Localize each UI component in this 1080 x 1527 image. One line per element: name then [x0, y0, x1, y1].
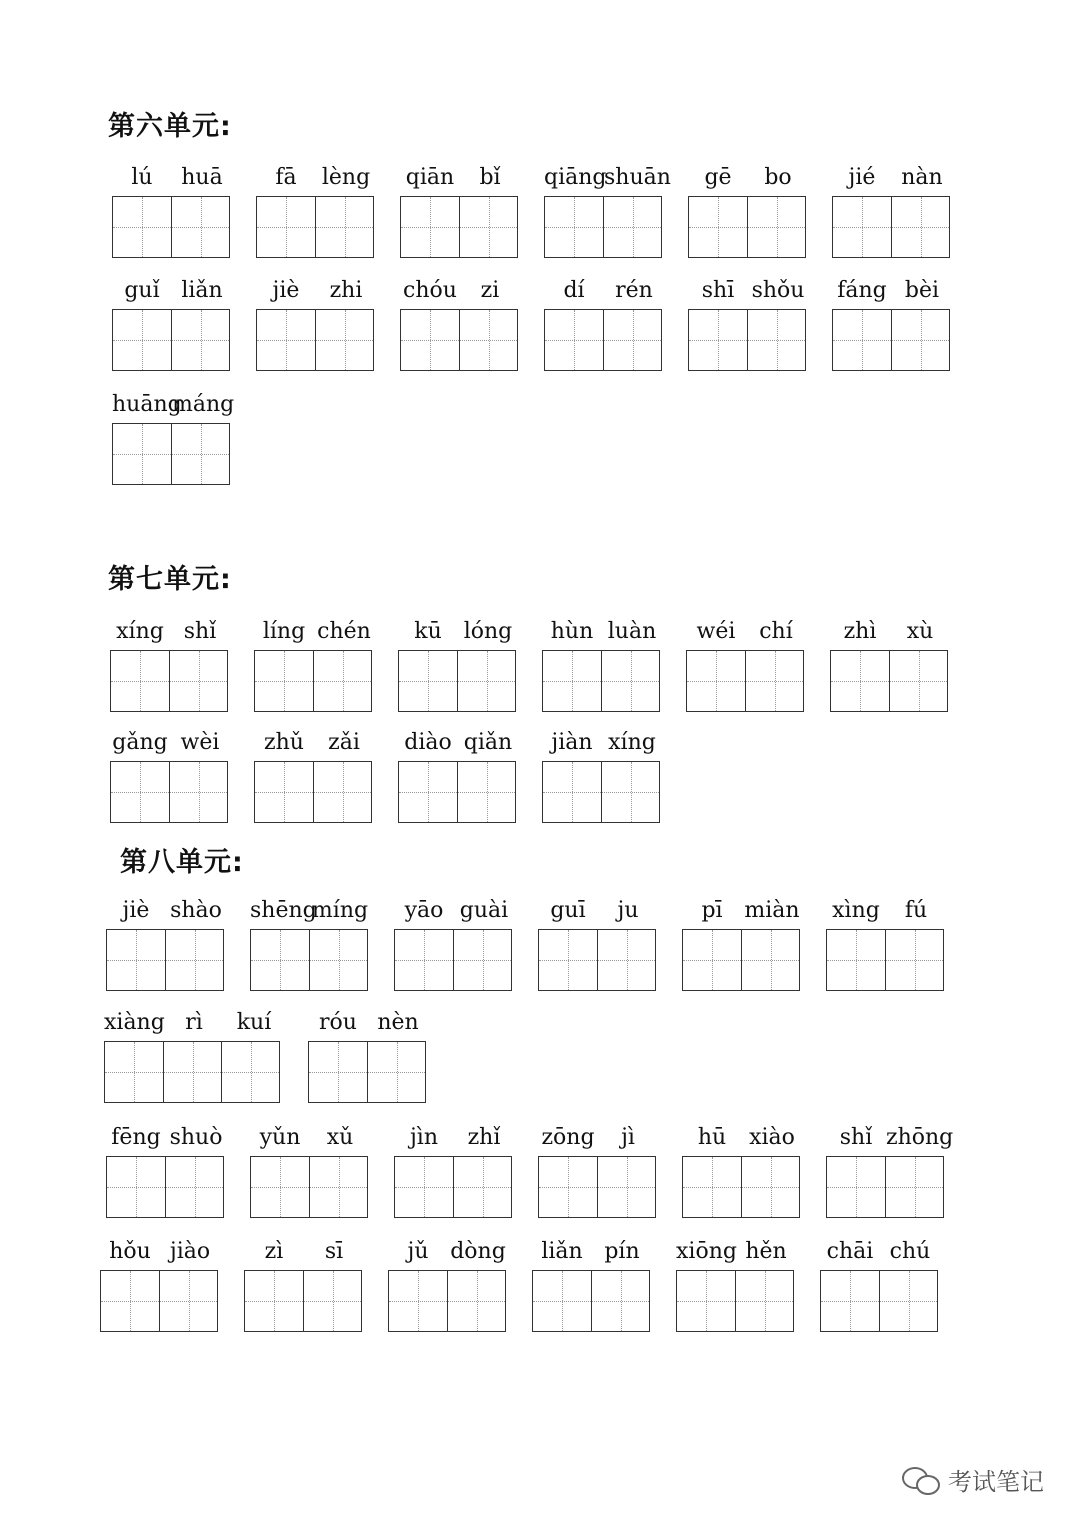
writing-grid — [250, 929, 368, 991]
tianzige-cell[interactable] — [169, 651, 227, 711]
writing-grid — [542, 761, 660, 823]
word-entry — [820, 1239, 938, 1332]
pinyin-syllable: gǎng — [112, 730, 168, 755]
pinyin-syllable: guī — [550, 898, 586, 923]
tianzige-cell[interactable] — [255, 762, 313, 822]
word-entry — [106, 898, 224, 991]
pinyin-row — [826, 898, 1004, 923]
tianzige-cell[interactable] — [309, 1157, 367, 1217]
pinyin-syllable: lóng — [463, 619, 513, 644]
word-entry — [832, 165, 950, 258]
pinyin-syllable: ju — [617, 898, 639, 923]
tianzige-cell[interactable] — [251, 1157, 309, 1217]
writing-grid — [832, 309, 950, 371]
writing-grid — [256, 309, 374, 371]
tianzige-cell[interactable] — [879, 1271, 937, 1331]
pinyin-syllable: xíng — [608, 730, 656, 755]
tianzige-cell[interactable] — [735, 1271, 793, 1331]
pinyin-syllable: zhǔ — [264, 730, 304, 755]
pinyin-syllable: hǒu — [109, 1239, 151, 1264]
writing-grid — [676, 1270, 794, 1332]
pinyin-row — [826, 1125, 1004, 1150]
word-entry — [112, 165, 230, 258]
tianzige-cell[interactable] — [113, 310, 171, 370]
pinyin-syllable: dí — [563, 278, 585, 303]
tianzige-cell[interactable] — [257, 197, 315, 257]
pinyin-syllable: jié — [848, 165, 876, 190]
word-entry — [394, 898, 512, 991]
writing-grid — [112, 423, 230, 485]
tianzige-cell[interactable] — [401, 310, 459, 370]
pinyin-syllable: sī — [324, 1239, 344, 1264]
tianzige-cell[interactable] — [453, 930, 511, 990]
pinyin-syllable: jǔ — [407, 1239, 429, 1264]
word-entry — [398, 619, 516, 712]
pinyin-syllable: líng — [262, 619, 306, 644]
tianzige-cell[interactable] — [677, 1271, 735, 1331]
pinyin-syllable: xiōng — [676, 1239, 737, 1264]
word-entry — [686, 619, 804, 712]
watermark — [902, 1462, 1044, 1497]
tianzige-cell[interactable] — [683, 1157, 741, 1217]
writing-grid — [110, 650, 228, 712]
writing-grid — [688, 309, 806, 371]
pinyin-syllable: liǎn — [541, 1239, 583, 1264]
pinyin-syllable: jì — [621, 1125, 635, 1150]
tianzige-cell[interactable] — [113, 197, 171, 257]
word-entry — [682, 1125, 800, 1218]
pinyin-syllable: yāo — [404, 898, 444, 923]
writing-grid — [394, 1156, 512, 1218]
word-entry — [538, 1125, 656, 1218]
tianzige-cell[interactable] — [257, 310, 315, 370]
pinyin-syllable: chāi — [826, 1239, 874, 1264]
writing-grid — [832, 196, 950, 258]
word-entry — [112, 278, 230, 371]
pinyin-syllable: bo — [764, 165, 792, 190]
writing-grid — [388, 1270, 506, 1332]
tianzige-cell[interactable] — [545, 310, 603, 370]
pinyin-syllable: chén — [317, 619, 371, 644]
word-entry — [110, 619, 228, 712]
tianzige-cell[interactable] — [401, 197, 459, 257]
tianzige-cell[interactable] — [603, 310, 661, 370]
tianzige-cell[interactable] — [255, 651, 313, 711]
tianzige-cell[interactable] — [741, 930, 799, 990]
tianzige-cell[interactable] — [165, 1157, 223, 1217]
tianzige-cell[interactable] — [543, 762, 601, 822]
pinyin-syllable: hū — [697, 1125, 727, 1150]
tianzige-cell[interactable] — [597, 1157, 655, 1217]
pinyin-syllable: qiāng — [544, 165, 607, 190]
writing-grid — [398, 650, 516, 712]
pinyin-syllable: miàn — [744, 898, 800, 923]
tianzige-cell[interactable] — [163, 1042, 221, 1102]
pinyin-syllable: rén — [615, 278, 653, 303]
tianzige-cell[interactable] — [107, 930, 165, 990]
tianzige-cell[interactable] — [315, 310, 373, 370]
pinyin-syllable: bèi — [904, 278, 940, 303]
writing-grid — [106, 929, 224, 991]
pinyin-row — [832, 278, 1010, 303]
tianzige-cell[interactable] — [885, 930, 943, 990]
word-entry — [398, 730, 516, 823]
writing-grid — [110, 761, 228, 823]
tianzige-cell[interactable] — [111, 762, 169, 822]
tianzige-cell[interactable] — [399, 762, 457, 822]
writing-grid — [112, 196, 230, 258]
word-entry — [244, 1239, 362, 1332]
tianzige-cell[interactable] — [221, 1042, 279, 1102]
pinyin-syllable: shuān — [604, 165, 671, 190]
pinyin-syllable: huā — [181, 165, 223, 190]
word-entry — [832, 278, 950, 371]
writing-grid — [682, 929, 800, 991]
tianzige-cell[interactable] — [459, 310, 517, 370]
tianzige-cell[interactable] — [303, 1271, 361, 1331]
writing-grid — [538, 1156, 656, 1218]
writing-grid — [542, 650, 660, 712]
pinyin-syllable: gē — [704, 165, 732, 190]
word-entry — [250, 898, 369, 991]
tianzige-cell[interactable] — [683, 930, 741, 990]
tianzige-cell[interactable] — [457, 651, 515, 711]
pinyin-syllable: jiè — [272, 278, 300, 303]
tianzige-cell[interactable] — [539, 1157, 597, 1217]
writing-grid — [254, 761, 372, 823]
pinyin-syllable: jiàn — [551, 730, 593, 755]
pinyin-row — [112, 392, 290, 417]
writing-grid — [394, 929, 512, 991]
tianzige-cell[interactable] — [833, 197, 891, 257]
word-entry — [830, 619, 948, 712]
tianzige-cell[interactable] — [395, 930, 453, 990]
tianzige-cell[interactable] — [101, 1271, 159, 1331]
tianzige-cell[interactable] — [889, 651, 947, 711]
pinyin-syllable: zi — [480, 278, 500, 303]
tianzige-cell[interactable] — [533, 1271, 591, 1331]
pinyin-syllable: zǎi — [328, 730, 360, 755]
tianzige-cell[interactable] — [111, 651, 169, 711]
word-entry — [254, 619, 372, 712]
pinyin-syllable: shào — [170, 898, 222, 923]
pinyin-syllable: hěn — [745, 1239, 787, 1264]
tianzige-cell[interactable] — [689, 310, 747, 370]
pinyin-syllable: fā — [275, 165, 297, 190]
word-entry — [400, 278, 518, 371]
pinyin-syllable: lú — [131, 165, 153, 190]
word-entry — [532, 1239, 650, 1332]
pinyin-syllable: zhi — [329, 278, 363, 303]
pinyin-row — [820, 1239, 998, 1264]
pinyin-syllable: fú — [904, 898, 928, 923]
tianzige-cell[interactable] — [457, 762, 515, 822]
pinyin-syllable: qiǎn — [463, 730, 513, 755]
pinyin-syllable: kū — [414, 619, 442, 644]
tianzige-cell[interactable] — [545, 197, 603, 257]
word-entry — [106, 1125, 224, 1218]
pinyin-syllable: xìng — [832, 898, 880, 923]
tianzige-cell[interactable] — [313, 651, 371, 711]
word-entry — [256, 165, 374, 258]
tianzige-cell[interactable] — [159, 1271, 217, 1331]
pinyin-syllable: guǐ — [124, 278, 160, 303]
tianzige-cell[interactable] — [891, 310, 949, 370]
tianzige-cell[interactable] — [389, 1271, 447, 1331]
pinyin-syllable: rì — [185, 1010, 203, 1035]
tianzige-cell[interactable] — [171, 310, 229, 370]
tianzige-cell[interactable] — [107, 1157, 165, 1217]
word-entry — [542, 619, 660, 712]
word-entry — [542, 730, 660, 823]
pinyin-syllable: máng — [172, 392, 235, 417]
tianzige-cell[interactable] — [741, 1157, 799, 1217]
pinyin-syllable: wèi — [180, 730, 220, 755]
pinyin-syllable: zhǐ — [467, 1125, 501, 1150]
writing-grid — [826, 1156, 944, 1218]
tianzige-cell[interactable] — [747, 197, 805, 257]
wechat-icon — [902, 1465, 940, 1495]
writing-grid — [400, 196, 518, 258]
word-entry — [254, 730, 372, 823]
tianzige-cell[interactable] — [169, 762, 227, 822]
writing-grid — [112, 309, 230, 371]
tianzige-cell[interactable] — [309, 1042, 367, 1102]
tianzige-cell[interactable] — [447, 1271, 505, 1331]
writing-grid — [826, 929, 944, 991]
pinyin-syllable: wéi — [696, 619, 736, 644]
tianzige-cell[interactable] — [105, 1042, 163, 1102]
pinyin-syllable: chí — [759, 619, 793, 644]
tianzige-cell[interactable] — [399, 651, 457, 711]
tianzige-cell[interactable] — [891, 197, 949, 257]
pinyin-syllable: guài — [459, 898, 509, 923]
tianzige-cell[interactable] — [367, 1042, 425, 1102]
pinyin-syllable: xiàng — [104, 1010, 165, 1035]
writing-grid — [532, 1270, 650, 1332]
pinyin-row — [830, 619, 1008, 644]
writing-grid — [538, 929, 656, 991]
pinyin-syllable: shuò — [169, 1125, 223, 1150]
writing-grid — [400, 309, 518, 371]
pinyin-syllable: zhì — [843, 619, 877, 644]
word-entry — [388, 1239, 506, 1332]
writing-grid — [398, 761, 516, 823]
writing-grid — [308, 1041, 426, 1103]
word-entry — [250, 1125, 368, 1218]
section-heading: 第八单元: — [120, 847, 244, 878]
tianzige-cell[interactable] — [453, 1157, 511, 1217]
writing-grid — [830, 650, 948, 712]
pinyin-syllable: fēng — [111, 1125, 161, 1150]
pinyin-row — [832, 165, 1010, 190]
writing-grid — [100, 1270, 218, 1332]
tianzige-cell[interactable] — [539, 930, 597, 990]
pinyin-syllable: nàn — [901, 165, 943, 190]
pinyin-syllable: hùn — [550, 619, 594, 644]
pinyin-syllable: jiè — [122, 898, 150, 923]
writing-grid — [682, 1156, 800, 1218]
pinyin-syllable: míng — [311, 898, 369, 923]
word-entry — [100, 1239, 218, 1332]
pinyin-syllable: qiān — [405, 165, 455, 190]
writing-grid — [244, 1270, 362, 1332]
word-entry — [112, 392, 235, 485]
writing-grid — [254, 650, 372, 712]
tianzige-cell[interactable] — [245, 1271, 303, 1331]
pinyin-syllable: xù — [906, 619, 934, 644]
tianzige-cell[interactable] — [597, 930, 655, 990]
word-entry — [826, 1125, 954, 1218]
tianzige-cell[interactable] — [827, 1157, 885, 1217]
tianzige-cell[interactable] — [171, 424, 229, 484]
pinyin-syllable: zhōng — [886, 1125, 954, 1150]
writing-grid — [544, 196, 662, 258]
pinyin-syllable: shī — [701, 278, 735, 303]
tianzige-cell[interactable] — [689, 197, 747, 257]
pinyin-syllable: róu — [319, 1010, 357, 1035]
section-heading: 第六单元: — [108, 111, 232, 142]
tianzige-cell[interactable] — [309, 930, 367, 990]
writing-grid — [686, 650, 804, 712]
pinyin-syllable: shēng — [250, 898, 317, 923]
word-entry — [682, 898, 800, 991]
pinyin-syllable: huāng — [112, 392, 182, 417]
pinyin-syllable: lèng — [321, 165, 371, 190]
writing-grid — [250, 1156, 368, 1218]
word-entry — [544, 165, 671, 258]
pinyin-syllable: shǐ — [183, 619, 217, 644]
pinyin-syllable: luàn — [607, 619, 657, 644]
tianzige-cell[interactable] — [165, 930, 223, 990]
tianzige-cell[interactable] — [601, 762, 659, 822]
pinyin-syllable: jiào — [169, 1239, 211, 1264]
tianzige-cell[interactable] — [687, 651, 745, 711]
tianzige-cell[interactable] — [315, 197, 373, 257]
writing-grid — [106, 1156, 224, 1218]
pinyin-syllable: xiào — [749, 1125, 795, 1150]
pinyin-syllable: zōng — [541, 1125, 595, 1150]
pinyin-syllable: liǎn — [181, 278, 223, 303]
writing-grid — [256, 196, 374, 258]
pinyin-syllable: fáng — [837, 278, 887, 303]
writing-grid — [820, 1270, 938, 1332]
tianzige-cell[interactable] — [171, 197, 229, 257]
tianzige-cell[interactable] — [885, 1157, 943, 1217]
pinyin-syllable: shǐ — [839, 1125, 873, 1150]
word-entry — [400, 165, 518, 258]
tianzige-cell[interactable] — [113, 424, 171, 484]
word-entry — [110, 730, 228, 823]
word-entry — [676, 1239, 794, 1332]
tianzige-cell[interactable] — [543, 651, 601, 711]
pinyin-syllable: chú — [889, 1239, 931, 1264]
tianzige-cell[interactable] — [833, 310, 891, 370]
word-entry — [308, 1010, 426, 1103]
word-entry — [256, 278, 374, 371]
section-heading: 第七单元: — [108, 564, 232, 595]
tianzige-cell[interactable] — [747, 310, 805, 370]
writing-grid — [104, 1041, 280, 1103]
pinyin-syllable: shǒu — [751, 278, 805, 303]
watermark-text: 考试笔记 — [948, 1468, 1044, 1496]
tianzige-cell[interactable] — [603, 197, 661, 257]
tianzige-cell[interactable] — [821, 1271, 879, 1331]
pinyin-row — [542, 730, 720, 755]
pinyin-syllable: yǔn — [259, 1125, 301, 1150]
pinyin-syllable: xíng — [116, 619, 164, 644]
tianzige-cell[interactable] — [459, 197, 517, 257]
tianzige-cell[interactable] — [745, 651, 803, 711]
word-entry — [104, 1010, 280, 1103]
tianzige-cell[interactable] — [313, 762, 371, 822]
pinyin-row — [104, 1010, 340, 1035]
tianzige-cell[interactable] — [251, 930, 309, 990]
pinyin-syllable: jìn — [409, 1125, 439, 1150]
pinyin-syllable: nèn — [377, 1010, 419, 1035]
word-entry — [538, 898, 656, 991]
word-entry — [688, 278, 806, 371]
pinyin-syllable: diào — [404, 730, 452, 755]
word-entry — [544, 278, 662, 371]
pinyin-syllable: zì — [264, 1239, 284, 1264]
pinyin-syllable: xǔ — [326, 1125, 354, 1150]
tianzige-cell[interactable] — [601, 651, 659, 711]
pinyin-syllable: dòng — [450, 1239, 506, 1264]
tianzige-cell[interactable] — [395, 1157, 453, 1217]
pinyin-syllable: bǐ — [479, 165, 501, 190]
word-entry — [688, 165, 806, 258]
word-entry — [394, 1125, 512, 1218]
pinyin-syllable: kuí — [236, 1010, 272, 1035]
tianzige-cell[interactable] — [827, 930, 885, 990]
tianzige-cell[interactable] — [831, 651, 889, 711]
writing-grid — [544, 309, 662, 371]
tianzige-cell[interactable] — [591, 1271, 649, 1331]
pinyin-syllable: pín — [604, 1239, 640, 1264]
pinyin-row — [308, 1010, 486, 1035]
pinyin-syllable: chóu — [403, 278, 457, 303]
word-entry — [826, 898, 944, 991]
pinyin-syllable: pī — [701, 898, 723, 923]
writing-grid — [688, 196, 806, 258]
